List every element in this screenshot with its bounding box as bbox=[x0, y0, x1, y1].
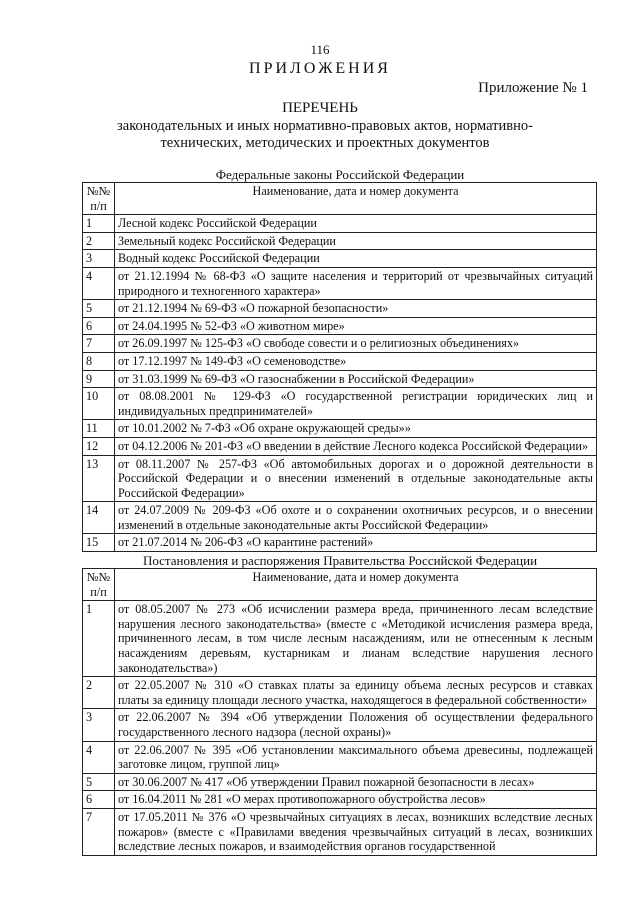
document-name: от 21.12.1994 № 68-ФЗ «О защите населения и территорий от чрезвычайных ситуаций природного и техногенного характера» bbox=[115, 267, 597, 299]
table-row bbox=[83, 250, 597, 268]
table-row bbox=[83, 455, 597, 502]
appendices-heading: ПРИЛОЖЕНИЯ bbox=[249, 60, 391, 77]
document-name: Лесной кодекс Российской Федерации bbox=[115, 215, 597, 233]
federal-laws-table bbox=[82, 182, 597, 552]
column-header-document: Наименование, дата и номер документа bbox=[115, 569, 597, 601]
row-number: 13 bbox=[83, 455, 115, 502]
document-name: Земельный кодекс Российской Федерации bbox=[115, 232, 597, 250]
row-number: 8 bbox=[83, 352, 115, 370]
table-row bbox=[83, 335, 597, 353]
table-row bbox=[83, 420, 597, 438]
table-row bbox=[83, 534, 597, 552]
document-name: от 22.06.2007 № 395 «Об установлении максимального объема древесины, подлежащей заготовке лицом, группой лиц» bbox=[115, 741, 597, 773]
table-row bbox=[83, 791, 597, 809]
table-row bbox=[83, 352, 597, 370]
column-header-number: №№ п/п bbox=[83, 183, 115, 215]
document-name: от 31.03.1999 № 69-ФЗ «О газоснабжении в Российской Федерации» bbox=[115, 370, 597, 388]
row-number: 14 bbox=[83, 502, 115, 534]
row-number: 11 bbox=[83, 420, 115, 438]
document-name: от 17.05.2011 № 376 «О чрезвычайных ситуациях в лесах, возникших вследствие лесных пожаров» (вместе с «Правилами введения чрезвычайных ситуаций в лесах, возникших вследствие лесных пожаров, и взаимодействия органов государственной bbox=[115, 808, 597, 855]
table-row bbox=[83, 741, 597, 773]
table-row bbox=[83, 388, 597, 420]
row-number: 2 bbox=[83, 677, 115, 709]
table-row bbox=[83, 232, 597, 250]
document-name: от 21.12.1994 № 69-ФЗ «О пожарной безопасности» bbox=[115, 300, 597, 318]
table-row bbox=[83, 317, 597, 335]
table-row bbox=[83, 370, 597, 388]
row-number: 10 bbox=[83, 388, 115, 420]
table-row bbox=[83, 502, 597, 534]
list-subtitle: законодательных и иных нормативно-правовых актов, нормативно-технических, методических и проектных документов bbox=[117, 118, 533, 151]
document-name: от 04.12.2006 № 201-ФЗ «О введении в действие Лесного кодекса Российской Федерации» bbox=[115, 437, 597, 455]
document-name: от 08.11.2007 № 257-ФЗ «Об автомобильных дорогах и о дорожной деятельности в Российской Федерации и о внесении изменений в отдельные законодательные акты Российской Федерации» bbox=[115, 455, 597, 502]
row-number: 2 bbox=[83, 232, 115, 250]
table-row bbox=[83, 677, 597, 709]
table-row bbox=[83, 300, 597, 318]
row-number: 6 bbox=[83, 791, 115, 809]
document-name: от 22.06.2007 № 394 «Об утверждении Положения об осуществлении федерального государственного лесного надзора (лесной охраны)» bbox=[115, 709, 597, 741]
document-name: от 08.08.2001 № 129-ФЗ «О государственной регистрации юридических лиц и индивидуальных предпринимателей» bbox=[115, 388, 597, 420]
row-number: 7 bbox=[83, 808, 115, 855]
appendix-number: Приложение № 1 bbox=[478, 80, 588, 96]
column-header-document: Наименование, дата и номер документа bbox=[115, 183, 597, 215]
row-number: 5 bbox=[83, 773, 115, 791]
row-number: 12 bbox=[83, 437, 115, 455]
row-number: 6 bbox=[83, 317, 115, 335]
column-header-number: №№ п/п bbox=[83, 569, 115, 601]
federal-laws-section-title: Федеральные законы Российской Федерации bbox=[215, 167, 465, 182]
row-number: 15 bbox=[83, 534, 115, 552]
row-number: 4 bbox=[83, 267, 115, 299]
table-row bbox=[83, 267, 597, 299]
document-name: от 10.01.2002 № 7-ФЗ «Об охране окружающей среды»» bbox=[115, 420, 597, 438]
government-acts-table bbox=[82, 568, 597, 856]
table-row bbox=[83, 709, 597, 741]
document-name: от 26.09.1997 № 125-ФЗ «О свободе совести и о религиозных объединениях» bbox=[115, 335, 597, 353]
document-name: от 24.04.1995 № 52-ФЗ «О животном мире» bbox=[115, 317, 597, 335]
page-number: 116 bbox=[310, 42, 330, 57]
document-name: от 08.05.2007 № 273 «Об исчислении размера вреда, причиненного лесам вследствие нарушения лесного законодательства» (вместе с «Методикой исчисления размера вреда, причиненного лесам, в том числе лесным насаждениям, или не отнесенным к лесным насаждениям деревьям, кустарникам и лианам вследствие нарушения лесного законодательства») bbox=[115, 601, 597, 677]
document-name: от 24.07.2009 № 209-ФЗ «Об охоте и о сохранении охотничьих ресурсов, и о внесении изменений в отдельные законодательные акты Российской Федерации» bbox=[115, 502, 597, 534]
row-number: 9 bbox=[83, 370, 115, 388]
row-number: 3 bbox=[83, 709, 115, 741]
document-name: от 16.04.2011 № 281 «О мерах противопожарного обустройства лесов» bbox=[115, 791, 597, 809]
row-number: 7 bbox=[83, 335, 115, 353]
table-row bbox=[83, 601, 597, 677]
table-row bbox=[83, 437, 597, 455]
table-row bbox=[83, 808, 597, 855]
document-name: от 21.07.2014 № 206-ФЗ «О карантине растений» bbox=[115, 534, 597, 552]
row-number: 3 bbox=[83, 250, 115, 268]
table-row bbox=[83, 215, 597, 233]
table-header-row bbox=[83, 183, 597, 215]
row-number: 4 bbox=[83, 741, 115, 773]
document-name: от 22.05.2007 № 310 «О ставках платы за единицу объема лесных ресурсов и ставках платы за единицу площади лесного участка, находящегося в федеральной собственности» bbox=[115, 677, 597, 709]
row-number: 1 bbox=[83, 215, 115, 233]
row-number: 5 bbox=[83, 300, 115, 318]
document-name: от 17.12.1997 № 149-ФЗ «О семеноводстве» bbox=[115, 352, 597, 370]
table-row bbox=[83, 773, 597, 791]
list-title: ПЕРЕЧЕНЬ bbox=[282, 100, 358, 116]
document-name: Водный кодекс Российской Федерации bbox=[115, 250, 597, 268]
row-number: 1 bbox=[83, 601, 115, 677]
government-acts-section-title: Постановления и распоряжения Правительства Российской Федерации bbox=[142, 553, 538, 568]
document-name: от 30.06.2007 № 417 «Об утверждении Правил пожарной безопасности в лесах» bbox=[115, 773, 597, 791]
table-header-row bbox=[83, 569, 597, 601]
